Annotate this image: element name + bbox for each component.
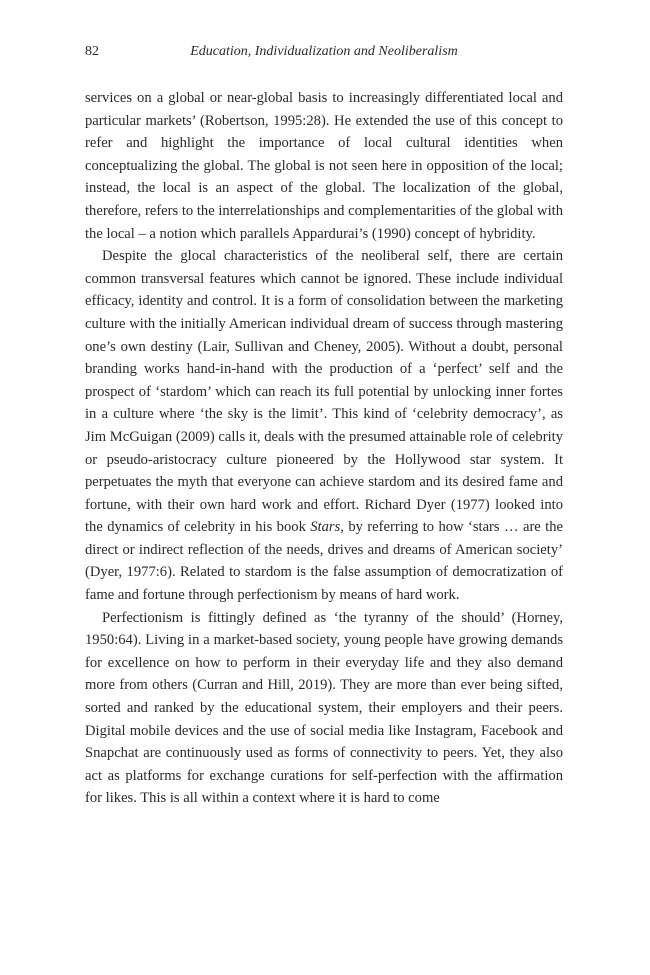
paragraph-text-after-italic: , by referring to how ‘stars … are the direct or indirect reflection of the needs, drives and dreams of American society’ (Dyer, 1977:6). Related to stardom is the false assumption of democratization of fame and fortune through perfectionism by means of hard work. [85,519,564,604]
page-number: 82 [85,44,99,59]
paragraph-perfectionism [85,607,563,810]
paragraph-neoliberal-self [85,245,563,607]
paragraph-continuation [85,87,563,245]
book-title-italic: Stars [310,519,341,536]
paragraph-text-before-italic: Despite the glocal characteristics of the neoliberal self, there are certain common transversal features which cannot be ignored. These include individual efficacy, identity and control. It is a form of consolidation between the marketing culture with the initially American individual dream of success through mastering one’s own destiny (Lair, Sullivan and Cheney, 2005). Without a doubt, personal branding works hand-in-hand with the production of a ‘perfect’ self and the prospect of ‘stardom’ which can reach its full potential by unlocking inner fortes in a culture where ‘the sky is the limit’. This kind of ‘celebrity democracy’, as Jim McGuigan (2009) calls it, deals with the presumed attainable role of celebrity or pseudo-aristocracy culture pioneered by the Hollywood star system. It perpetuates the myth that everyone can achieve stardom and its desired fame and fortune, with their own hard work and effort. Richard Dyer (1977) looked into the dynamics of celebrity in his book [85,248,563,536]
body-text [85,87,563,810]
running-title: Education, Individualization and Neoliberalism [190,44,458,59]
paragraph-text: Perfectionism is fittingly defined as ‘the tyranny of the should’ (Horney, 1950:64). Living in a market-based society, young people have growing demands for excellence on how to perform in their everyday life and they also demand more from others (Curran and Hill, 2019). They are more than ever being sifted, sorted and ranked by the educational system, their employers and their peers. Digital mobile devices and the use of social media like Instagram, Facebook and Snapchat are continuously used as forms of connectivity to peers. Yet, they also act as platforms for exchange curations for self-perfection with the affirmation for likes. This is all within a context where it is hard to come [85,609,563,807]
running-header [85,44,563,66]
paragraph-text: services on a global or near-global basis to increasingly differentiated local and particular markets’ (Robertson, 1995:28). He extended the use of this concept to refer and highlight the importance of local cultural identities when conceptualizing the global. The global is not seen here in opposition of the local; instead, the local is an aspect of the global. The localization of the global, therefore, refers to the interrelationships and complementarities of the global with the local – a notion which parallels Appardurai’s (1990) concept of hybridity. [85,90,563,242]
